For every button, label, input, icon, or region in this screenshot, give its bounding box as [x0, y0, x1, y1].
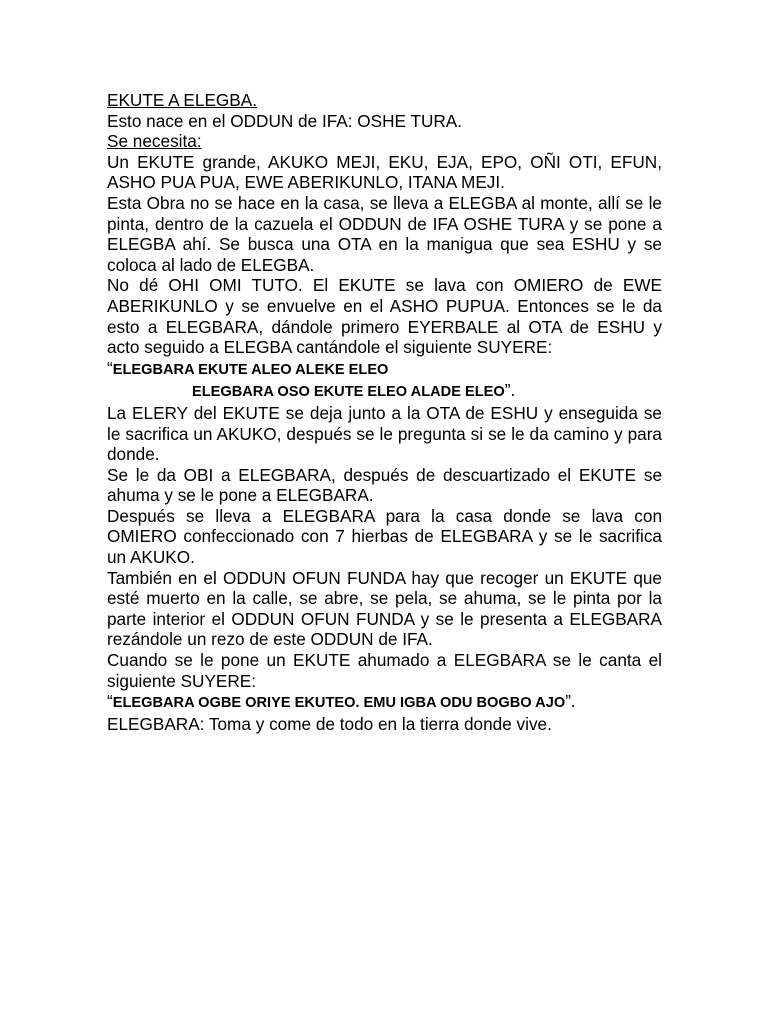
paragraph-procedure-7: Cuando se le pone un EKUTE ahumado a ELEGBARA se le canta el siguiente SUYERE:	[107, 650, 662, 691]
close-quote: ”.	[504, 380, 516, 401]
needs-heading: Se necesita:	[107, 131, 202, 152]
origin-line: Esto nace en el ODDUN de IFA: OSHE TURA.	[107, 110, 463, 131]
chant-text-3: ELEGBARA OGBE ORIYE EKUTEO. EMU IGBA ODU BOGBO AJO	[112, 695, 566, 712]
paragraph-procedure-6: También en el ODDUN OFUN FUNDA hay que recoger un EKUTE que esté muerto en la calle, se abre, se pela, se ahuma, se le pinta por la parte interior el ODDUN OFUN FUNDA y se le presenta a ELEGBARA rezándole un rezo de este ODDUN de IFA.	[107, 567, 662, 650]
document-title: EKUTE A ELEGBA.	[107, 90, 257, 110]
open-quote: “	[107, 691, 113, 712]
document-page	[107, 90, 662, 734]
chant-text-1: ELEGBARA EKUTE ALEO ALEKE ELEO	[112, 361, 389, 378]
chant-text-2: ELEGBARA OSO EKUTE ELEO ALADE ELEO	[192, 384, 505, 401]
paragraph-procedure-4: Se le da OBI a ELEGBARA, después de descuartizado el EKUTE se ahuma y se le pone a ELEGBARA.	[107, 464, 662, 506]
paragraph-procedure-1: Esta Obra no se hace en la casa, se lleva a ELEGBA al monte, allí se le pinta, dentro de la cazuela el ODDUN de IFA OSHE TURA y se pone a ELEGBA ahí. Se busca una OTA en la manigua que sea ESHU y se coloca al lado de ELEGBA.	[107, 192, 662, 275]
chant-line-1	[107, 358, 662, 381]
paragraph-procedure-3: La ELERY del EKUTE se deja junto a la OTA de ESHU y enseguida se le sacrifica un AKUKO, después se le pregunta si se le da camino y para donde.	[107, 402, 662, 465]
chant-line-3	[107, 691, 662, 714]
chant-line-2	[107, 380, 662, 403]
paragraph-closing: ELEGBARA: Toma y come de todo en la tierra donde vive.	[107, 713, 552, 734]
paragraph-procedure-2: No dé OHI OMI TUTO. El EKUTE se lava con OMIERO de EWE ABERIKUNLO y se envuelve en el ASHO PUPUA. Entonces se le da esto a ELEGBARA, dándole primero EYERBALE al OTA de ESHU y acto seguido a ELEGBA cantándole el siguiente SUYERE:	[107, 275, 662, 358]
paragraph-ingredients: Un EKUTE grande, AKUKO MEJI, EKU, EJA, EPO, OÑI OTI, EFUN, ASHO PUA PUA, EWE ABERIKUNLO, ITANA MEJI.	[107, 151, 662, 193]
close-quote: ”.	[565, 691, 576, 712]
paragraph-procedure-5: Después se lleva a ELEGBARA para la casa donde se lava con OMIERO confeccionado con 7 hierbas de ELEGBARA y se le sacrifica un AKUKO.	[107, 505, 662, 568]
open-quote: “	[107, 357, 113, 378]
